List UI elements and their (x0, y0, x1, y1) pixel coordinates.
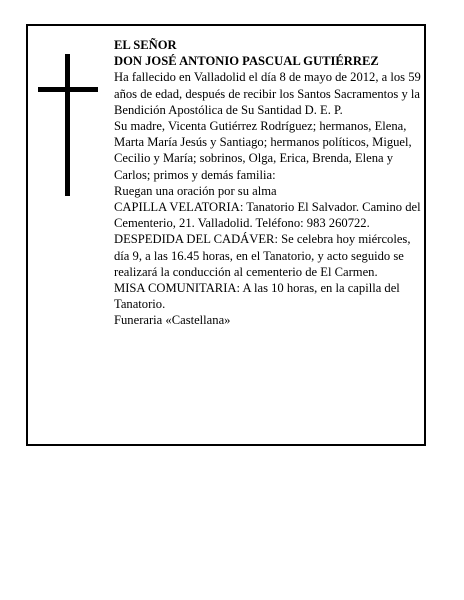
farewell-info: DESPEDIDA DEL CADÁVER: Se celebra hoy miércoles, día 9, a las 16.45 horas, en el Tanatorio, y acto seguido se realizará la conducción al cementerio de El Carmen. (114, 232, 411, 279)
deceased-name: DON JOSÉ ANTONIO PASCUAL GUTIÉRREZ (114, 54, 379, 69)
obituary-text (114, 37, 424, 329)
death-announcement: Ha fallecido en Valladolid el día 8 de mayo de 2012, a los 59 años de edad, después de recibir los Santos Sacramentos y la Bendición Apostólica de Su Santidad D. E. P. (114, 70, 421, 117)
funeral-home: Funeraria «Castellana» (114, 313, 231, 328)
mass-info: MISA COMUNITARIA: A las 10 horas, en la capilla del Tanatorio. (114, 281, 400, 312)
honorific: EL SEÑOR (114, 38, 177, 52)
prayer-request: Ruegan una oración por su alma (114, 183, 277, 198)
cross-vertical-bar (65, 54, 70, 196)
wake-chapel-info: CAPILLA VELATORIA: Tanatorio El Salvador. Camino del Cementerio, 21. Valladolid. Teléfono: 983 260722. (114, 200, 421, 231)
cross-horizontal-bar (38, 87, 98, 92)
cross-icon (38, 54, 98, 196)
family-members: Su madre, Vicenta Gutiérrez Rodríguez; hermanos, Elena, Marta María Jesús y Santiago; hermanos políticos, Miguel, Cecilio y María; sobrinos, Olga, Erica, Brenda, Elena y Carlos; primos y demás familia: (114, 119, 412, 182)
